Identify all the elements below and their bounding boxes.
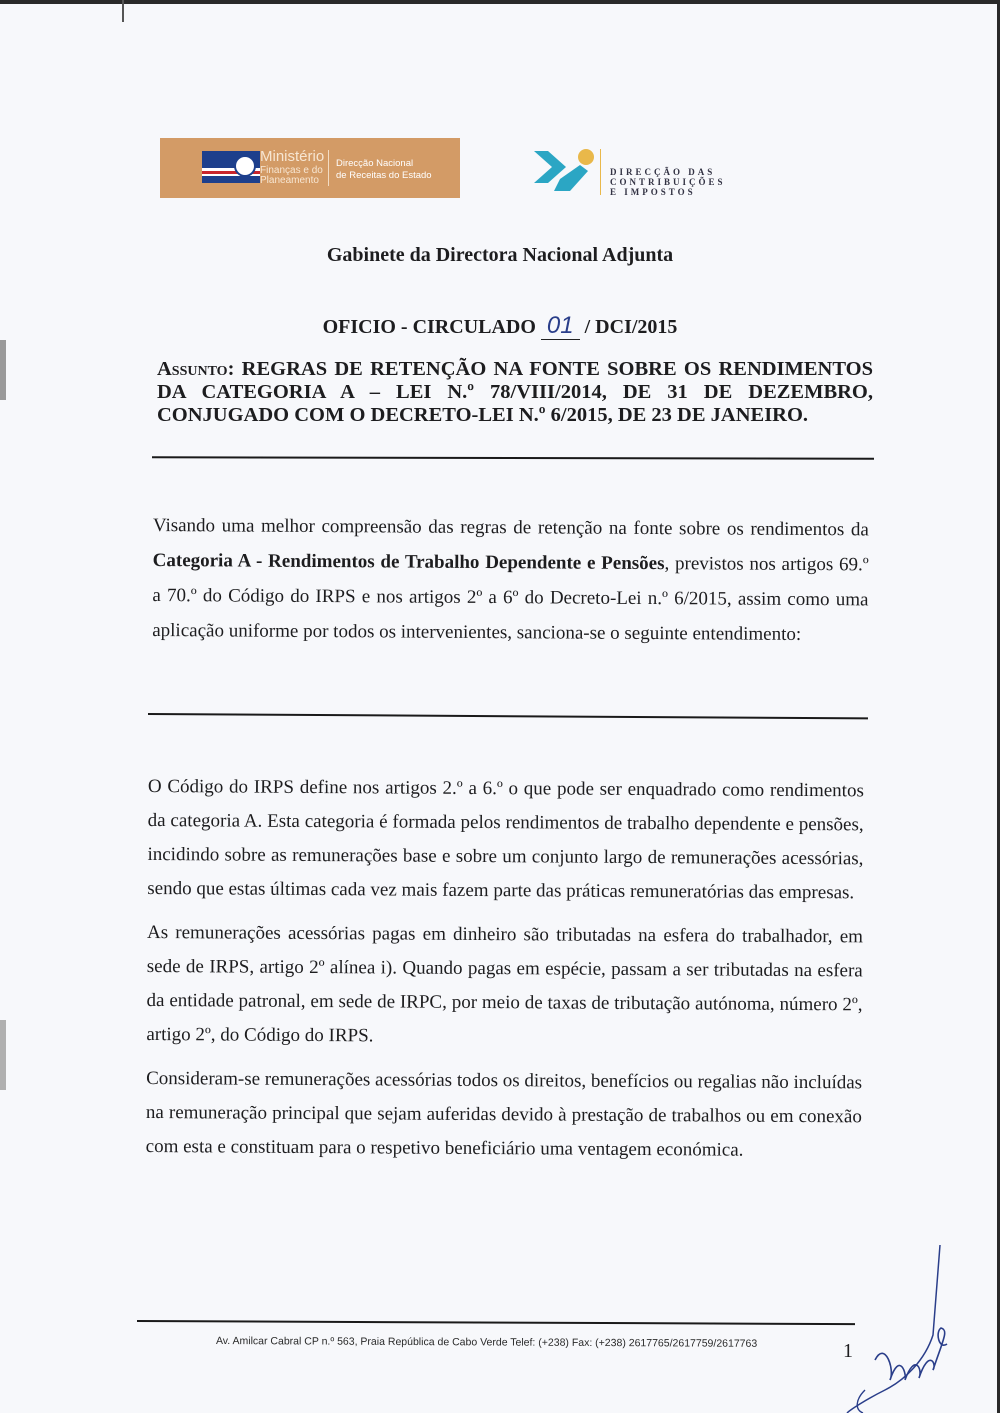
dci-logo	[534, 145, 744, 201]
subject	[157, 358, 873, 427]
footer-divider	[137, 1320, 855, 1325]
subject-line: CONJUGADO COM O DECRETO-LEI N.º 6/2015, DE 23 DE JANEIRO.	[157, 404, 809, 426]
logo-divider	[328, 150, 329, 186]
paragraph: As remunerações acessórias pagas em dinheiro são tributadas na esfera do trabalhador, em sede de IRPS, artigo 2º alínea i). Quando pagas em espécie, passam a ser tributadas na esfera da entidade patronal, em sede de IRPC, por meio de taxas de tributação autónoma, número 2º, artigo 2º, do Código do IRPS.	[146, 921, 864, 1047]
ministry-logo	[160, 138, 460, 198]
paragraph: Consideram-se remunerações acessórias todos os direitos, benefícios ou regalias não incluídas na remuneração principal que sejam auferidas devido à prestação de trabalhos ou em conexão com esta e constituam para o respetivo beneficiário uma ventagem económica.	[145, 1067, 863, 1161]
category-bold: Categoria A - Rendimentos de Trabalho Dependente e Pensões	[152, 549, 665, 575]
handwritten-number: 01	[541, 312, 580, 340]
office-title: Gabinete da Directora Nacional Adjunta	[326, 244, 674, 266]
divider	[148, 713, 868, 719]
scan-edge-top	[0, 0, 1000, 4]
subject-line: REGRAS DE RETENÇÃO NA FONTE SOBRE OS RENDIMENTOS	[241, 358, 874, 380]
ministry-subtitle: Finanças e do Planeamento	[260, 165, 323, 186]
logo-divider	[600, 149, 601, 195]
subject-label: Assunto:	[157, 358, 235, 380]
circular-number: OFICIO - CIRCULADO 01 / DCI/2015	[322, 312, 678, 339]
dci-logo-icon	[534, 145, 598, 197]
coat-of-arms-icon	[234, 155, 256, 177]
footer-address: Av. Amilcar Cabral CP n.º 563, Praia República de Cabo Verde Telef: (+238) Fax: (+238) 2617765/2617759/2617763	[215, 1335, 758, 1350]
page-number: 1	[843, 1340, 853, 1362]
paragraph: O Código do IRPS define nos artigos 2.º a 6.º o que pode ser enquadrado como rendimentos da categoria A. Esta categoria é formada pelos rendimentos de trabalho dependente e pensões, incidindo sobre as remunerações base e sobre um conjunto largo de remunerações acessórias, sendo que estas últimas cada vez mais fazem parte das práticas remuneratórias das empresas.	[147, 775, 864, 904]
body-text	[146, 770, 864, 1178]
ministry-name: Ministério	[260, 148, 325, 165]
scan-mark	[0, 340, 6, 400]
scan-mark	[122, 0, 124, 22]
intro-paragraph: Visando uma melhor compreensão das regras de retenção na fonte sobre os rendimentos da Categoria A - Rendimentos de Trabalho Dependente e Pensões, previstos nos artigos 69.º a 70.º do Código do IRPS e nos artigos 2º a 6º do Decreto-Lei n.º 6/2015, assim como uma aplicação uniforme por todos os intervenientes, sanciona-se o seguinte entendimento:	[152, 514, 869, 645]
scan-mark	[0, 1020, 6, 1090]
signature-icon	[845, 1240, 965, 1413]
cape-verde-flag-icon	[202, 151, 260, 183]
dci-name: DIRECÇÃO DAS CONTRIBUIÇÕES E IMPOSTOS	[610, 167, 726, 197]
divider	[152, 456, 874, 460]
subject-line: DA CATEGORIA A – LEI N.º 78/VIII/2014, DE 31 DE DEZEMBRO,	[157, 381, 873, 403]
dnre-name: Direcção Nacional de Receitas do Estado	[336, 158, 432, 181]
